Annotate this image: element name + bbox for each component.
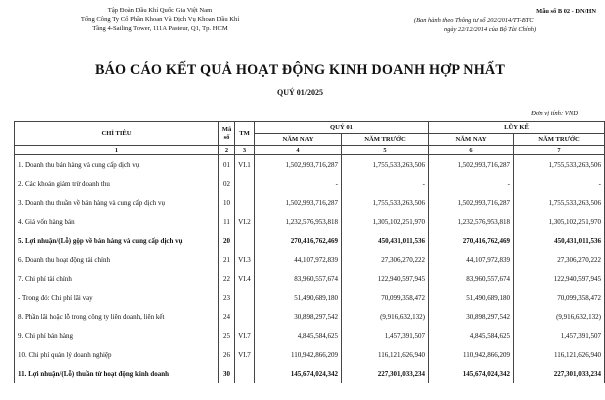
table-row	[15, 250, 605, 269]
table-row	[15, 231, 605, 250]
row-quarter-last-year: 70,099,358,472	[342, 288, 429, 307]
row-note: VI.1	[235, 155, 255, 175]
table-row	[15, 155, 605, 175]
row-quarter-last-year: 450,431,011,536	[342, 231, 429, 250]
row-code: 24	[219, 307, 235, 326]
column-index: 2	[219, 146, 235, 155]
table-row	[15, 269, 605, 288]
row-ytd-last-year: 1,755,533,263,506	[514, 155, 605, 175]
row-code: 22	[219, 269, 235, 288]
row-note	[235, 307, 255, 326]
row-quarter-last-year: 27,306,270,222	[342, 250, 429, 269]
column-index: 4	[255, 146, 342, 155]
row-ytd-last-year: 27,306,270,222	[514, 250, 605, 269]
row-quarter-last-year: 227,301,033,234	[342, 364, 429, 383]
row-quarter-this-year: 270,416,762,469	[255, 231, 342, 250]
row-note: VI.4	[235, 269, 255, 288]
row-quarter-last-year: 122,940,597,945	[342, 269, 429, 288]
row-code: 21	[219, 250, 235, 269]
row-quarter-last-year: 1,755,533,263,506	[342, 193, 429, 212]
column-index-row	[15, 146, 605, 155]
table-row	[15, 307, 605, 326]
row-ytd-this-year: 4,845,584,625	[429, 326, 514, 345]
form-note-line2: ngày 22/12/2014 của Bộ Tài Chính)	[444, 26, 537, 33]
row-ytd-this-year: 1,502,993,716,287	[429, 155, 514, 175]
row-quarter-last-year: 1,305,102,251,970	[342, 212, 429, 231]
row-code: 26	[219, 345, 235, 364]
row-ytd-last-year: 1,457,391,507	[514, 326, 605, 345]
row-code: 10	[219, 193, 235, 212]
row-ytd-this-year: -	[429, 174, 514, 193]
column-index: 3	[235, 146, 255, 155]
column-index: 1	[15, 146, 219, 155]
row-ytd-last-year: (9,916,632,132)	[514, 307, 605, 326]
row-ytd-this-year: 83,960,557,674	[429, 269, 514, 288]
row-label: 7. Chi phí tài chính	[15, 269, 219, 288]
row-code: 30	[219, 364, 235, 383]
header-ytd-last-year: NĂM TRƯỚC	[514, 134, 605, 146]
row-note: VI.7	[235, 345, 255, 364]
header-ytd-this-year: NĂM NAY	[429, 134, 514, 146]
row-code: 23	[219, 288, 235, 307]
row-quarter-this-year: 1,502,993,716,287	[255, 193, 342, 212]
row-code: 20	[219, 231, 235, 250]
row-note: VI.7	[235, 326, 255, 345]
row-label: - Trong đó: Chi phí lãi vay	[15, 288, 219, 307]
header-quarter: QUÝ 01	[255, 122, 429, 134]
company-header	[70, 6, 250, 33]
row-ytd-last-year: 70,099,358,472	[514, 288, 605, 307]
row-ytd-last-year: 227,301,033,234	[514, 364, 605, 383]
row-quarter-last-year: 1,457,391,507	[342, 326, 429, 345]
row-ytd-this-year: 270,416,762,469	[429, 231, 514, 250]
header-note: TM	[235, 122, 255, 146]
row-note	[235, 174, 255, 193]
row-label: 11. Lợi nhuận/(Lỗ) thuần từ hoạt động kinh doanh	[15, 364, 219, 383]
row-ytd-this-year: 1,232,576,953,818	[429, 212, 514, 231]
income-statement-table	[14, 121, 605, 383]
row-quarter-last-year: -	[342, 174, 429, 193]
row-code: 02	[219, 174, 235, 193]
row-note	[235, 193, 255, 212]
group-name: Tập Đoàn Dầu Khí Quốc Gia Việt Nam	[107, 7, 213, 14]
row-note	[235, 364, 255, 383]
table-row	[15, 193, 605, 212]
row-note: VI.3	[235, 250, 255, 269]
header-quarter-this-year: NĂM NAY	[255, 134, 342, 146]
header-code: Mã số	[219, 122, 235, 146]
row-quarter-this-year: 110,942,866,209	[255, 345, 342, 364]
row-label: 8. Phần lãi hoặc lỗ trong công ty liên doanh, liên kết	[15, 307, 219, 326]
company-address: Tầng 4-Sailing Tower, 111A Pasteur, Q1, Tp. HCM	[92, 25, 228, 32]
company-name: Tổng Công Ty Cổ Phần Khoan Và Dịch Vụ Khoan Dầu Khí	[80, 16, 240, 23]
row-ytd-this-year: 30,898,297,542	[429, 307, 514, 326]
row-quarter-this-year: 51,490,689,180	[255, 288, 342, 307]
row-ytd-last-year: -	[514, 174, 605, 193]
row-ytd-this-year: 1,502,993,716,287	[429, 193, 514, 212]
row-note: VI.2	[235, 212, 255, 231]
row-label: 2. Các khoản giảm trừ doanh thu	[15, 174, 219, 193]
table-row	[15, 174, 605, 193]
table-row	[15, 326, 605, 345]
row-quarter-last-year: 1,755,533,263,506	[342, 155, 429, 175]
form-header	[402, 7, 596, 34]
row-label: 9. Chi phí bán hàng	[15, 326, 219, 345]
row-code: 11	[219, 212, 235, 231]
row-quarter-this-year: -	[255, 174, 342, 193]
row-label: 5. Lợi nhuận/(Lỗ) gộp về bán hàng và cung cấp dịch vụ	[15, 231, 219, 250]
row-code: 01	[219, 155, 235, 175]
currency-unit: Đơn vị tính: VND	[531, 110, 578, 117]
row-ytd-last-year: 450,431,011,536	[514, 231, 605, 250]
row-code: 25	[219, 326, 235, 345]
table-row	[15, 212, 605, 231]
row-label: 1. Doanh thu bán hàng và cung cấp dịch vụ	[15, 155, 219, 175]
header-ytd: LŨY KẾ	[429, 122, 605, 134]
row-ytd-this-year: 44,107,972,839	[429, 250, 514, 269]
row-quarter-this-year: 30,898,297,542	[255, 307, 342, 326]
row-note	[235, 231, 255, 250]
column-index: 6	[429, 146, 514, 155]
table-row	[15, 288, 605, 307]
table-row	[15, 364, 605, 383]
row-label: 6. Doanh thu hoạt động tài chính	[15, 250, 219, 269]
header-item: CHỈ TIÊU	[15, 122, 219, 146]
row-quarter-last-year: 116,121,626,940	[342, 345, 429, 364]
column-index: 7	[514, 146, 605, 155]
row-quarter-this-year: 1,502,993,716,287	[255, 155, 342, 175]
form-code: Mẫu số B 02 - DN/HN	[536, 8, 596, 15]
table-body	[15, 155, 605, 384]
row-ytd-this-year: 51,490,689,180	[429, 288, 514, 307]
row-ytd-this-year: 145,674,024,342	[429, 364, 514, 383]
table-row	[15, 345, 605, 364]
row-quarter-this-year: 44,107,972,839	[255, 250, 342, 269]
row-quarter-this-year: 4,845,584,625	[255, 326, 342, 345]
header-quarter-last-year: NĂM TRƯỚC	[342, 134, 429, 146]
row-quarter-this-year: 145,674,024,342	[255, 364, 342, 383]
column-index: 5	[342, 146, 429, 155]
row-note	[235, 288, 255, 307]
row-ytd-last-year: 1,305,102,251,970	[514, 212, 605, 231]
row-quarter-this-year: 1,232,576,953,818	[255, 212, 342, 231]
row-ytd-last-year: 122,940,597,945	[514, 269, 605, 288]
row-ytd-last-year: 1,755,533,263,506	[514, 193, 605, 212]
row-label: 4. Giá vốn hàng bán	[15, 212, 219, 231]
report-title: BÁO CÁO KẾT QUẢ HOẠT ĐỘNG KINH DOANH HỢP NHẤT	[94, 62, 506, 78]
row-label: 10. Chi phí quản lý doanh nghiệp	[15, 345, 219, 364]
form-note-line1: (Ban hành theo Thông tư số 202/2014/TT-BTC	[414, 17, 534, 24]
row-quarter-last-year: (9,916,632,132)	[342, 307, 429, 326]
row-quarter-this-year: 83,960,557,674	[255, 269, 342, 288]
row-ytd-this-year: 110,942,866,209	[429, 345, 514, 364]
report-period: QUÝ 01/2025	[277, 88, 323, 97]
row-ytd-last-year: 116,121,626,940	[514, 345, 605, 364]
row-label: 3. Doanh thu thuần về bán hàng và cung cấp dịch vụ	[15, 193, 219, 212]
